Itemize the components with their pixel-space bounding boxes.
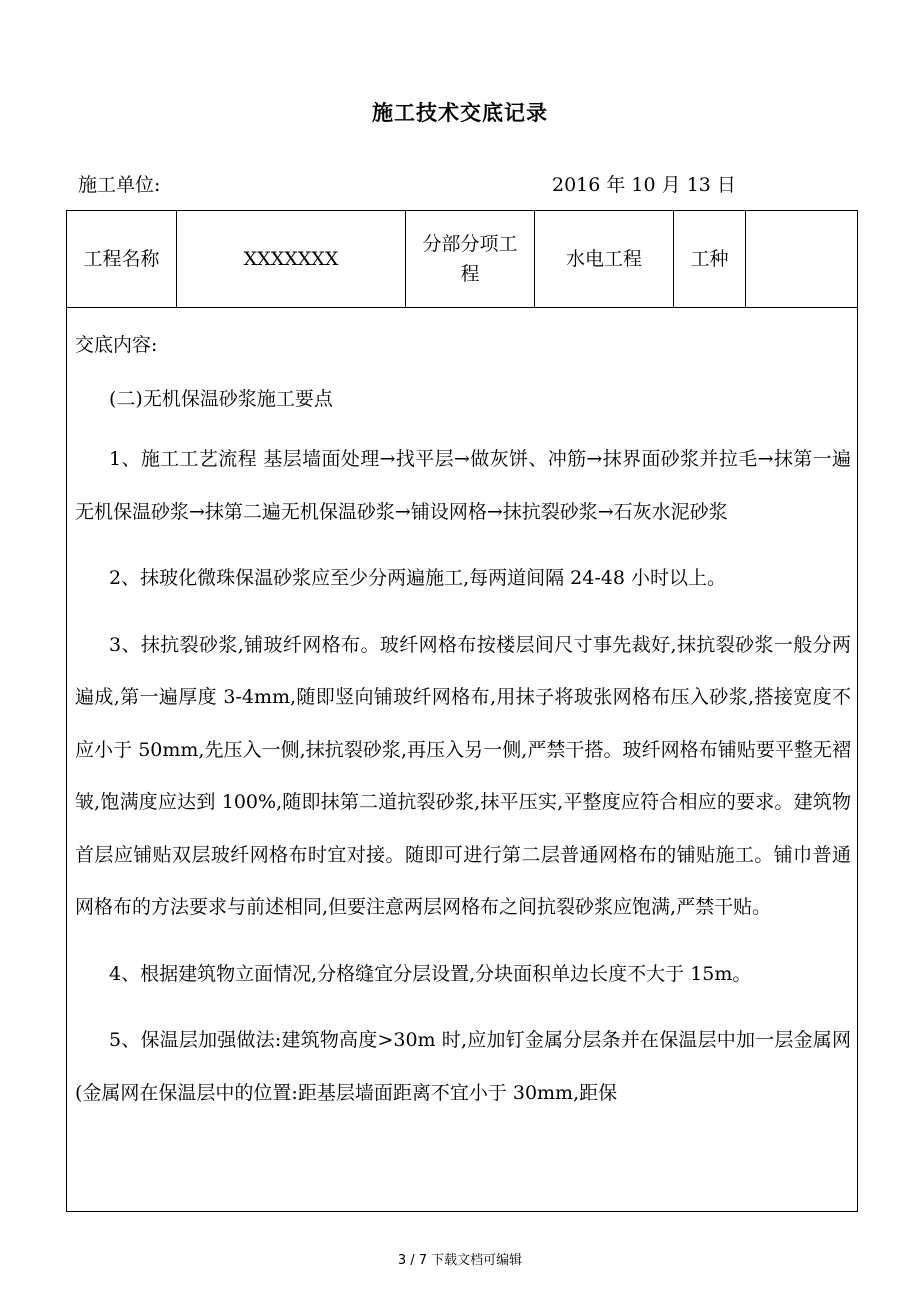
- trade-value: [746, 211, 857, 307]
- page-title: 施工技术交底记录: [372, 101, 548, 125]
- subproject-value: 水电工程: [565, 248, 642, 270]
- project-name-value: XXXXXXX: [243, 248, 339, 270]
- subproject-label-line1: 分部分项工: [422, 233, 518, 255]
- content-item-1: 1、施工工艺流程 基层墙面处理→找平层→做灰饼、冲筋→抹界面砂浆并拉毛→抹第一遍无机保温砂浆→抹第二遍无机保温砂浆→铺设网格→抹抗裂砂浆→石灰水泥砂浆: [75, 448, 851, 523]
- content-item-2: 2、抹玻化微珠保温砂浆应至少分两遍施工,每两道间隔 24-48 小时以上。: [109, 567, 726, 589]
- subproject-label-line2: 程: [460, 263, 480, 285]
- disclosure-content: [75, 325, 851, 1119]
- construction-unit-label: 施工单位:: [78, 174, 161, 196]
- divider: [67, 307, 857, 308]
- subproject-label: [406, 211, 534, 307]
- record-date: 2016 年 10 月 13 日: [552, 174, 736, 196]
- record-table: [66, 210, 858, 1212]
- content-item-4: 4、根据建筑物立面情况,分格缝宜分层设置,分块面积单边长度不大于 15m。: [109, 962, 752, 985]
- project-name-label: 工程名称: [83, 248, 160, 270]
- trade-label: 工种: [690, 248, 729, 270]
- content-item-3: 3、抹抗裂砂浆,铺玻纤网格布。玻纤网格布按楼层间尺寸事先裁好,抹抗裂砂浆一般分两遍成,第一遍厚度 3-4mm,随即竖向铺玻纤网格布,用抹子将玻张网格布压入砂浆,搭接宽度不应小于 50mm,先压入一侧,抹抗裂砂浆,再压入另一侧,严禁干搭。玻纤网格布铺贴要平整无褶皱,饱满度应达到 100%,随即抹第二道抗裂砂浆,抹平压实,平整度应符合相应的要求。建筑物首层应铺贴双层玻纤网格布时宜对接。随即可进行第二层普通网格布的铺贴施工。铺巾普通网格布的方法要求与前述相同,但要注意两层网格布之间抗裂砂浆应饱满,严禁干贴。: [75, 633, 851, 918]
- section-title: (二)无机保温砂浆施工要点: [109, 388, 333, 410]
- content-item-5: 5、保温层加强做法:建筑物高度>30m 时,应加钉金属分层条并在保温层中加一层金属网(金属网在保温层中的位置:距基层墙面距离不宜小于 30mm,距保: [75, 1029, 851, 1104]
- content-label: 交底内容:: [75, 334, 158, 356]
- page-footer: 3 / 7 下载文档可编辑: [397, 1253, 523, 1268]
